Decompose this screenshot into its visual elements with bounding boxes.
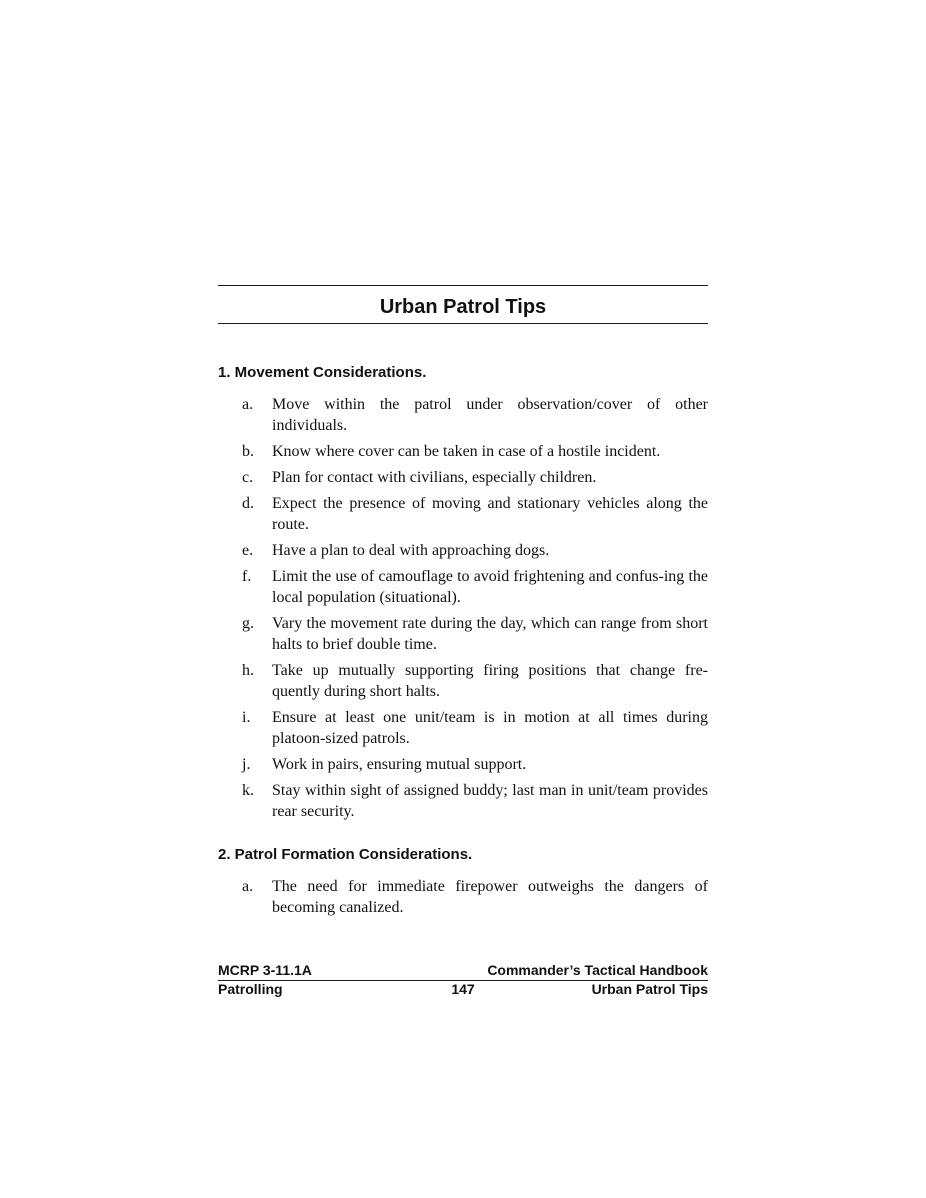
list-item (218, 660, 708, 702)
item-text: Vary the movement rate during the day, which can range from short halts to brief double time. (272, 615, 708, 653)
list-item (218, 493, 708, 535)
footer-page-number: 147 (451, 981, 475, 997)
item-marker: d. (242, 495, 254, 512)
section-heading-formation: 2. Patrol Formation Considerations. (218, 846, 473, 863)
list-item (218, 613, 708, 655)
list-item (218, 754, 708, 775)
item-marker: j. (242, 756, 251, 773)
item-marker: g. (242, 615, 254, 632)
page-content (218, 285, 708, 923)
item-text: The need for immediate firepower outweighs the dangers of becoming canalized. (272, 878, 708, 916)
item-marker: e. (242, 542, 254, 559)
list-item (218, 467, 708, 488)
list-item (218, 441, 708, 462)
item-text: Stay within sight of assigned buddy; last man in unit/team provides rear security. (272, 782, 708, 820)
list-item (218, 876, 708, 918)
item-text: Ensure at least one unit/team is in motion at all times during platoon-sized patrols. (272, 709, 708, 747)
page-title: Urban Patrol Tips (379, 296, 547, 318)
footer-top-row (218, 962, 708, 981)
item-marker: b. (242, 443, 254, 460)
title-bottom-rule (218, 323, 708, 324)
item-text: Have a plan to deal with approaching dogs. (272, 542, 550, 559)
item-text: Work in pairs, ensuring mutual support. (272, 756, 527, 773)
item-marker: a. (242, 396, 254, 413)
item-marker: h. (242, 662, 254, 679)
item-marker: f. (242, 568, 252, 585)
item-text: Know where cover can be taken in case of a hostile incident. (272, 443, 661, 460)
footer-section: Urban Patrol Tips (591, 981, 708, 997)
item-text: Limit the use of camouflage to avoid frightening and confus-ing the local population (situational). (272, 568, 708, 606)
footer-handbook-title: Commander’s Tactical Handbook (487, 962, 708, 978)
footer-bottom-row (218, 981, 708, 999)
item-marker: c. (242, 469, 254, 486)
footer-chapter: Patrolling (218, 981, 283, 997)
list-item (218, 707, 708, 749)
list-item (218, 566, 708, 608)
item-marker: k. (242, 782, 254, 799)
formation-list (218, 876, 708, 918)
list-item (218, 780, 708, 822)
item-text: Take up mutually supporting firing positions that change fre-quently during short halts. (272, 662, 708, 700)
item-text: Plan for contact with civilians, especially children. (272, 469, 597, 486)
page-footer (218, 962, 708, 999)
list-item (218, 540, 708, 561)
movement-list (218, 394, 708, 822)
section-heading-movement: 1. Movement Considerations. (218, 364, 427, 381)
footer-publication: MCRP 3-11.1A (218, 962, 312, 978)
item-text: Move within the patrol under observation/cover of other individuals. (272, 396, 708, 434)
item-marker: a. (242, 878, 254, 895)
item-text: Expect the presence of moving and stationary vehicles along the route. (272, 495, 708, 533)
item-marker: i. (242, 709, 251, 726)
list-item (218, 394, 708, 436)
